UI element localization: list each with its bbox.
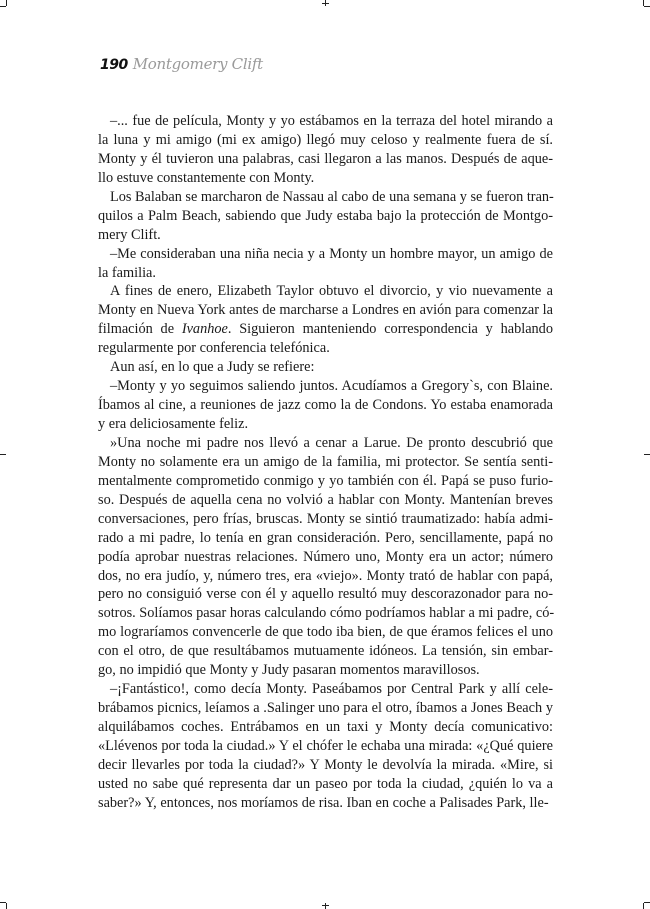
text-line: Aun así, en lo que a Judy se refiere: — [110, 359, 315, 376]
text-line: go, no impidió que Monty y Judy pasaran momentos maravillosos. — [98, 662, 480, 679]
crop-mark — [322, 3, 329, 4]
text-line: Monty en Nueva York antes de marcharse a Londres en avión para comenzar la — [98, 302, 553, 319]
body-text — [98, 112, 553, 813]
paragraph — [98, 377, 553, 434]
text-line: conversaciones, pero frías, bruscas. Monty se sintió traumatizado: había admi- — [98, 510, 553, 527]
paragraph — [98, 358, 553, 377]
text-line: saber?» Y, entonces, nos moríamos de risa. Iban en coche a Palisades Park, lle- — [98, 794, 549, 811]
text-line: rado a mi padre, lo tenía en gran consideración. Pero, sencillamente, papá no — [98, 529, 553, 546]
text-line: pero no consiguió verse con él y aquello resultó muy descorazonador para no- — [98, 586, 553, 603]
crop-mark — [644, 6, 650, 7]
text-line: Monty y él tuvieron una palabras, casi llegaron a las manos. Después de aque- — [98, 150, 553, 167]
crop-mark — [644, 902, 650, 903]
text-line: Monty no solamente era un amigo de la familia, mi protector. Se sentía senti- — [98, 453, 553, 470]
text-line: podía aprobar nuestras relaciones. Número uno, Monty era un actor; número — [98, 548, 553, 565]
text-line — [98, 320, 553, 339]
text-line: Íbamos al cine, a reuniones de jazz como la de Condons. Yo estaba enamorada — [98, 397, 553, 414]
text-line: brábamos picnics, leíamos a .Salinger uno para el otro, íbamos a Jones Beach y — [98, 700, 553, 717]
crop-mark — [322, 905, 329, 906]
running-title: Montgomery Clift — [132, 55, 263, 73]
text-line: –Monty y yo seguimos saliendo juntos. Acudíamos a Gregory`s, con Blaine. — [110, 378, 553, 395]
paragraph — [98, 188, 553, 245]
text-line: »Una noche mi padre nos llevó a cenar a Larue. De pronto descubrió que — [110, 434, 553, 451]
text-line: la familia. — [98, 264, 156, 281]
text-line: «Llévenos por toda la ciudad.» Y el chófer le echaba una mirada: «¿Qué quiere — [98, 737, 553, 754]
text-line: llo estuve constantemente con Monty. — [98, 169, 315, 186]
text-line: –Me consideraban una niña necia y a Monty un hombre mayor, un amigo de — [110, 245, 553, 262]
crop-mark — [0, 454, 6, 455]
paragraph — [98, 112, 553, 188]
text-line: mo lograríamos convencerle de que todo iba bien, de que éramos felices el uno — [98, 624, 553, 641]
page-number: 190 — [100, 57, 128, 73]
text-line: y era deliciosamente feliz. — [98, 416, 249, 432]
crop-mark — [6, 903, 7, 909]
paragraph — [98, 282, 553, 358]
text-line: alquilábamos coches. Entrábamos en un taxi y Monty decía comunicativo: — [98, 719, 553, 735]
text-line: decir llevarles por toda la ciudad?» Y Monty le devolvía la mirada. «Mire, si — [98, 756, 553, 773]
text-line: A fines de enero, Elizabeth Taylor obtuvo el divorcio, y vio nuevamente a — [110, 283, 553, 300]
crop-mark — [0, 6, 6, 7]
running-header — [100, 55, 263, 77]
text-line: usted no sabe qué representa dar un paseo por toda la ciudad, ¿quién lo va a — [98, 775, 553, 792]
text-line: mery Clift. — [98, 226, 161, 243]
crop-mark — [6, 0, 7, 6]
text-line: so. Después de aquella cena no volvió a hablar con Monty. Mantenían breves — [98, 491, 553, 508]
paragraph — [98, 680, 553, 813]
paragraph — [98, 245, 553, 283]
text-segment: . Siguieron manteniendo correspondencia y hablando — [227, 321, 553, 338]
text-segment: filmación de — [98, 321, 182, 338]
text-line: mentalmente comprometido conmigo y yo también con él. Papá se puso furio- — [98, 472, 553, 489]
text-line: la luna y mi amigo (mi ex amigo) llegó muy celoso y realmente fuera de sí. — [98, 131, 553, 148]
italic-title: Ivanhoe — [181, 321, 228, 338]
text-line: –... fue de película, Monty y yo estábamos en la terraza del hotel mirando a — [110, 113, 553, 129]
crop-mark — [644, 454, 650, 455]
text-line: regularmente por conferencia telefónica. — [98, 340, 330, 357]
text-line: Los Balaban se marcharon de Nassau al cabo de una semana y se fueron tran- — [110, 188, 554, 205]
text-line: dos, no era judío, y, número tres, era «viejo». Monty trató de hablar con papá, — [98, 567, 553, 584]
paragraph — [98, 434, 553, 680]
text-line: quilos a Palm Beach, sabiendo que Judy estaba bajo la protección de Montgo- — [98, 207, 553, 224]
text-line: –¡Fantástico!, como decía Monty. Paseábamos por Central Park y allí cele- — [110, 681, 553, 698]
crop-mark — [325, 903, 326, 909]
text-line: con el otro, de que resultábamos mutuamente idóneos. La tensión, sin embar- — [98, 643, 553, 660]
crop-mark — [643, 903, 644, 909]
text-line: sotros. Solíamos pasar horas calculando cómo podríamos hablar a mi padre, có- — [98, 605, 555, 622]
crop-mark — [643, 0, 644, 6]
